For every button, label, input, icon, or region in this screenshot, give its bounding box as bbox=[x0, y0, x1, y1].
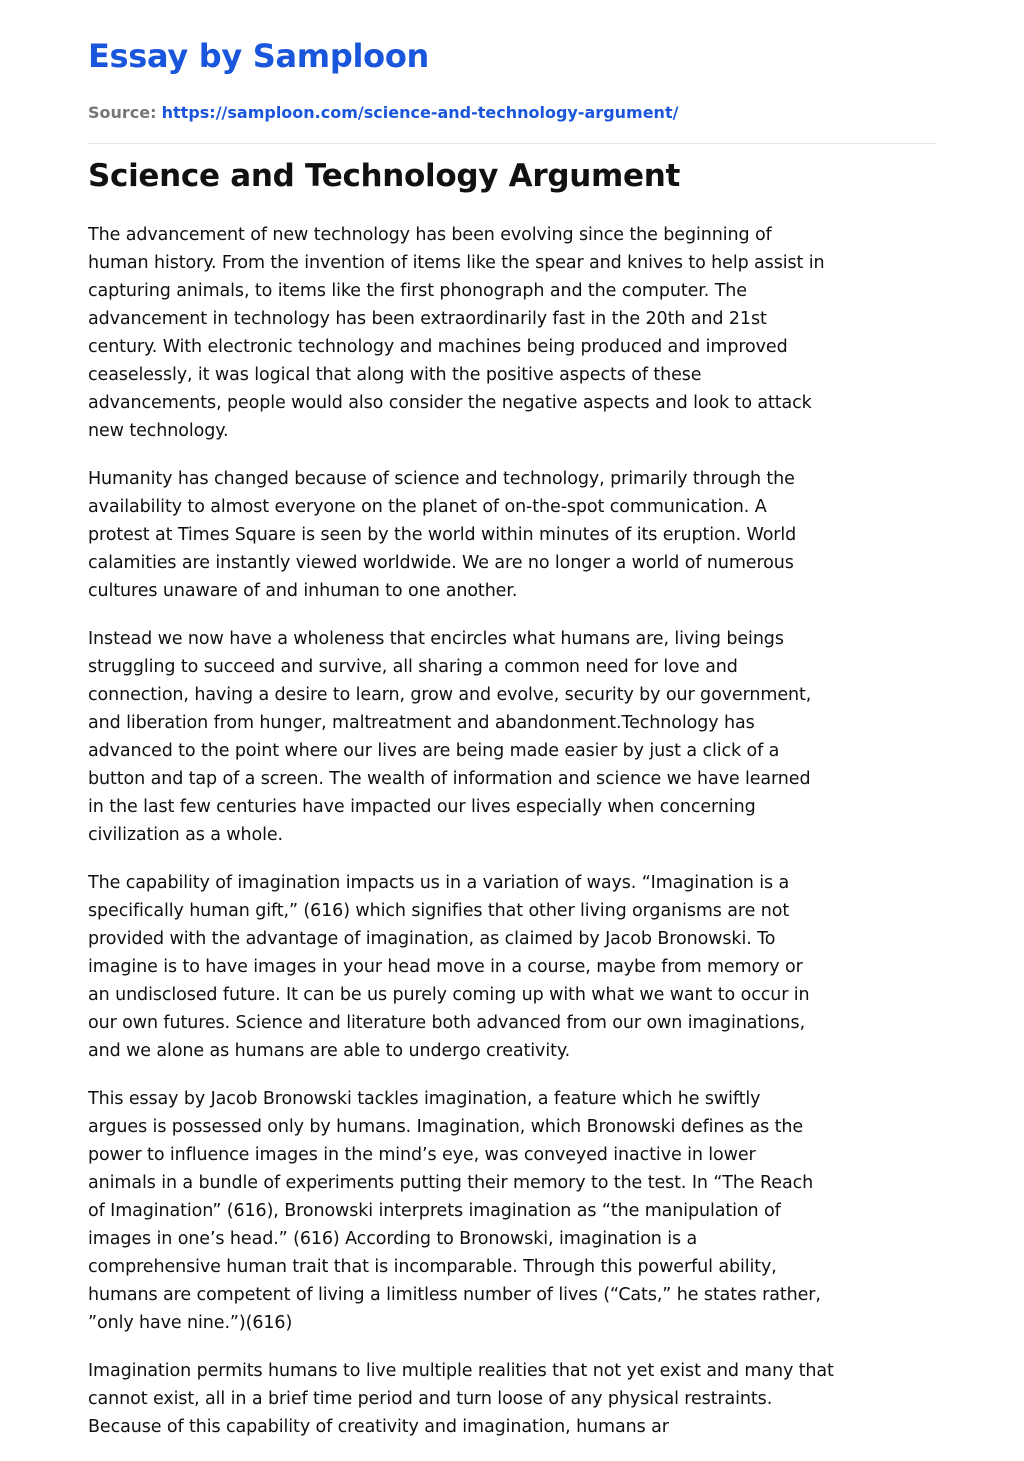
essay-paragraph bbox=[88, 465, 938, 605]
paragraph-line: human history. From the invention of items like the spear and knives to help assist in bbox=[88, 253, 825, 273]
paragraph-line: ceaselessly, it was logical that along with the positive aspects of these bbox=[88, 365, 702, 385]
essay-body bbox=[88, 221, 938, 1461]
paragraph-line: The advancement of new technology has been evolving since the beginning of bbox=[88, 225, 772, 245]
paragraph-line: ”only have nine.”)(616) bbox=[88, 1313, 293, 1333]
paragraph-line: Humanity has changed because of science and technology, primarily through the bbox=[88, 469, 795, 489]
essay-paragraph bbox=[88, 1085, 938, 1337]
paragraph-line: capturing animals, to items like the first phonograph and the computer. The bbox=[88, 281, 747, 301]
paragraph-line: century. With electronic technology and machines being produced and improved bbox=[88, 337, 788, 357]
essay-paragraph bbox=[88, 869, 938, 1065]
paragraph-line: connection, having a desire to learn, grow and evolve, security by our government, bbox=[88, 685, 812, 705]
source-link[interactable]: https://samploon.com/science-and-technology-argument/ bbox=[161, 103, 679, 122]
paragraph-line: This essay by Jacob Bronowski tackles imagination, a feature which he swiftly bbox=[88, 1089, 761, 1109]
essay-title: Science and Technology Argument bbox=[88, 158, 681, 194]
source-line bbox=[88, 102, 678, 124]
paragraph-line: argues is possessed only by humans. Imagination, which Bronowski defines as the bbox=[88, 1117, 804, 1137]
paragraph-line: Imagination permits humans to live multiple realities that not yet exist and many that bbox=[88, 1361, 834, 1381]
paragraph-line: images in one’s head.” (616) According to Bronowski, imagination is a bbox=[88, 1229, 698, 1249]
paragraph-line: our own futures. Science and literature both advanced from our own imaginations, bbox=[88, 1013, 806, 1033]
brand-title: Essay by Samploon bbox=[88, 37, 429, 75]
paragraph-line: The capability of imagination impacts us in a variation of ways. “Imagination is a bbox=[88, 873, 790, 893]
essay-paragraph bbox=[88, 1357, 938, 1441]
paragraph-line: animals in a bundle of experiments putting their memory to the test. In “The Reach bbox=[88, 1173, 814, 1193]
paragraph-line: specifically human gift,” (616) which signifies that other living organisms are not bbox=[88, 901, 790, 921]
header-divider bbox=[88, 143, 936, 144]
paragraph-line: Because of this capability of creativity and imagination, humans ar bbox=[88, 1417, 669, 1437]
paragraph-line: provided with the advantage of imagination, as claimed by Jacob Bronowski. To bbox=[88, 929, 776, 949]
paragraph-line: and liberation from hunger, maltreatment and abandonment.Technology has bbox=[88, 713, 755, 733]
source-label: Source: bbox=[88, 103, 157, 122]
paragraph-line: in the last few centuries have impacted our lives especially when concerning bbox=[88, 797, 756, 817]
paragraph-line: cannot exist, all in a brief time period and turn loose of any physical restraints. bbox=[88, 1389, 773, 1409]
paragraph-line: protest at Times Square is seen by the world within minutes of its eruption. World bbox=[88, 525, 797, 545]
paragraph-line: advancements, people would also consider the negative aspects and look to attack bbox=[88, 393, 812, 413]
paragraph-line: calamities are instantly viewed worldwide. We are no longer a world of numerous bbox=[88, 553, 794, 573]
paragraph-line: advancement in technology has been extraordinarily fast in the 20th and 21st bbox=[88, 309, 767, 329]
paragraph-line: Instead we now have a wholeness that encircles what humans are, living beings bbox=[88, 629, 784, 649]
paragraph-line: an undisclosed future. It can be us purely coming up with what we want to occur in bbox=[88, 985, 810, 1005]
essay-paragraph bbox=[88, 625, 938, 849]
paragraph-line: cultures unaware of and inhuman to one another. bbox=[88, 581, 518, 601]
paragraph-line: power to influence images in the mind’s eye, was conveyed inactive in lower bbox=[88, 1145, 756, 1165]
paragraph-line: imagine is to have images in your head move in a course, maybe from memory or bbox=[88, 957, 803, 977]
paragraph-line: humans are competent of living a limitless number of lives (“Cats,” he states rather, bbox=[88, 1285, 821, 1305]
paragraph-line: of Imagination” (616), Bronowski interprets imagination as “the manipulation of bbox=[88, 1201, 781, 1221]
paragraph-line: struggling to succeed and survive, all sharing a common need for love and bbox=[88, 657, 738, 677]
paragraph-line: new technology. bbox=[88, 421, 229, 441]
paragraph-line: and we alone as humans are able to undergo creativity. bbox=[88, 1041, 571, 1061]
paragraph-line: availability to almost everyone on the planet of on-the-spot communication. A bbox=[88, 497, 767, 517]
paragraph-line: comprehensive human trait that is incomparable. Through this powerful ability, bbox=[88, 1257, 777, 1277]
paragraph-line: civilization as a whole. bbox=[88, 825, 284, 845]
essay-paragraph bbox=[88, 221, 938, 445]
paragraph-line: advanced to the point where our lives are being made easier by just a click of a bbox=[88, 741, 780, 761]
paragraph-line: button and tap of a screen. The wealth of information and science we have learned bbox=[88, 769, 811, 789]
